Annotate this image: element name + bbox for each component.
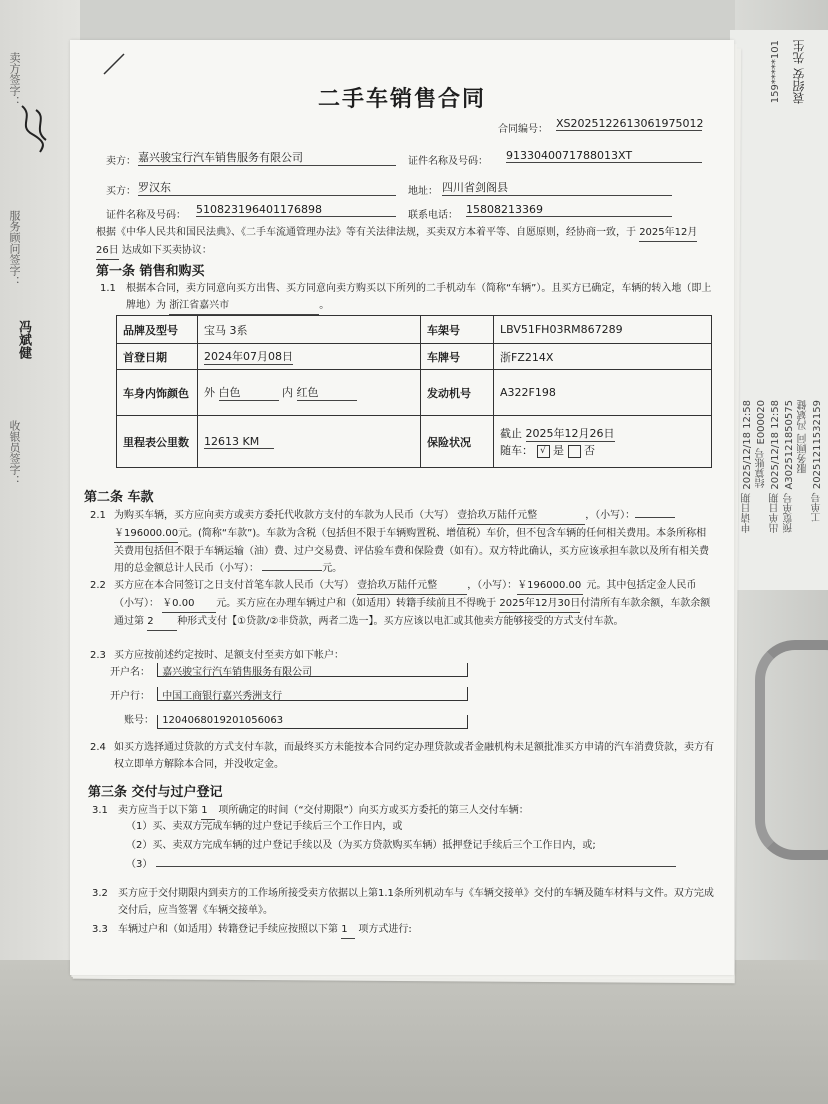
- seller-sign-label: 卖方签字：: [8, 52, 21, 107]
- vehicle-table: [116, 315, 712, 468]
- transfer-place: 浙江省嘉兴市: [169, 297, 319, 315]
- reg-date-label: 首登日期: [117, 344, 198, 370]
- clause-number: 2.2: [90, 580, 106, 591]
- price-lower-label: ，（小写）：: [585, 510, 636, 521]
- seller-label: 卖方：: [106, 156, 136, 167]
- clause-1-1-text: 根据本合同，卖方同意向买方出售、买方同意向卖方购买以下所列的二手机动车（简称“车辆”）。且买方已确定，车辆的转入地（即上牌地）为: [126, 283, 712, 311]
- transfer-option: 1: [341, 921, 355, 939]
- seller-id: 9133040071788013XT: [506, 149, 702, 163]
- checkbox-yes[interactable]: √: [537, 445, 550, 458]
- account-name-label: 开户名：: [110, 667, 150, 678]
- account-bank-label: 开户行：: [110, 691, 150, 702]
- background-left-paper: [0, 0, 80, 1104]
- clause-2-2: [114, 577, 714, 631]
- clause-number: 3.1: [92, 805, 108, 816]
- advisor-sign-label: 服务顾问签字：: [8, 210, 21, 287]
- checkbox-no[interactable]: [568, 445, 581, 458]
- address-label: 地址：: [408, 186, 438, 197]
- account-name: 嘉兴骏宝行汽车销售服务有限公司: [157, 663, 468, 677]
- interior-color: 红色: [297, 384, 357, 401]
- payment-method: 2: [147, 613, 177, 631]
- clause-3-1-text: 卖方应当于以下第: [118, 805, 198, 816]
- receipt-line: 工单号 20251211532159: [812, 400, 823, 523]
- clause-number: 1.1: [100, 283, 116, 294]
- seller-name: 嘉兴骏宝行汽车销售服务有限公司: [138, 149, 396, 166]
- mileage-label: 里程表公里数: [117, 416, 198, 468]
- account-bank: 中国工商银行嘉兴秀洲支行: [157, 687, 468, 701]
- receipt-line: 出单日期 2025/12/18 12:58: [770, 400, 781, 533]
- clause-2-1: [114, 507, 714, 577]
- insurance-label: 保险状况: [421, 416, 494, 468]
- contract-number-label: 合同编号：: [498, 124, 548, 135]
- clause-3-1-text-b: 项所确定的时间（“交付期限”）向买方或买方委托的第三人交付车辆：: [218, 805, 529, 816]
- receipt-line: 服务顾问 冯斌健: [798, 400, 809, 474]
- interior-prefix: 内: [282, 386, 293, 399]
- customer-phone: 159*****101: [770, 40, 781, 104]
- clause-number: 2.4: [90, 742, 106, 753]
- article-1-title: 第一条 销售和购买: [96, 264, 205, 279]
- phone-label: 联系电话：: [408, 210, 458, 221]
- with-car-label: 随车：: [500, 444, 533, 457]
- vin-label: 车架号: [421, 316, 494, 344]
- preamble: [96, 224, 716, 260]
- first-payment-lower: ￥196000.00: [517, 577, 583, 595]
- article-2-title: 第二条 车款: [84, 490, 154, 505]
- contract-title: 二手车销售合同: [317, 87, 486, 112]
- account-number-row: [110, 711, 468, 729]
- payment-deadline: 2025年12月30日: [499, 595, 580, 613]
- receipt-line: 申请日期 2025/12/18 12:58: [742, 400, 753, 533]
- delivery-option-3: [126, 856, 706, 873]
- buyer-phone: 15808213369: [466, 203, 672, 217]
- brand-label: 品牌及型号: [117, 316, 198, 344]
- clause-number: 2.3: [90, 650, 106, 661]
- engine-value: A322F198: [494, 370, 712, 416]
- seller-id-label: 证件名称及号码：: [408, 156, 488, 167]
- plate-value: 浙FZ214X: [494, 344, 712, 370]
- color-value: [198, 370, 421, 416]
- delivery-option: 1: [201, 802, 215, 820]
- reg-date-value: [198, 344, 421, 370]
- clause-number: 2.1: [90, 510, 106, 521]
- clause-number: 3.2: [92, 888, 108, 899]
- insurance-until: 2025年12月26日: [525, 427, 615, 440]
- deposit: ￥0.00: [162, 595, 216, 613]
- reg-date: 2024年07月08日: [204, 350, 293, 363]
- article-3-title: 第三条 交付与过户登记: [88, 785, 223, 800]
- account-number: 1204068019201056063: [157, 715, 468, 729]
- cashier-sign-label: 收银员签字：: [8, 420, 21, 486]
- vin-value: LBV51FH03RM867289: [494, 316, 712, 344]
- preamble-day: 26日: [96, 242, 119, 260]
- receipt-line: 预览单号 A3025121850575: [784, 400, 795, 533]
- pen-mark: [100, 48, 130, 82]
- price-lower: ￥196000.00: [114, 525, 178, 543]
- contract-number: XS2025122613061975012: [556, 117, 704, 130]
- clause-3-2: 买方应于交付期限内到卖方的工作场所接受卖方依据以上第1.1条所列机动车与《车辆交接单》交付的车辆及随车材料与文件。双方完成交付后，应当签署《车辆交接单》。: [118, 888, 714, 916]
- yes-label: 是: [553, 444, 564, 457]
- delivery-option-1: （1）买、卖双方完成车辆的过户登记手续后三个工作日内，或: [126, 821, 403, 832]
- preamble-text: 根据《中华人民共和国民法典》、《二手车流通管理办法》等有关法律法规，买卖双方本着平等、自愿原则，经协商一致，于: [96, 227, 636, 238]
- clause-3-3: [118, 921, 714, 939]
- clause-number: 3.3: [92, 924, 108, 935]
- buyer-address: 四川省剑阁县: [442, 179, 672, 196]
- clause-3-3-text-b: 项方式进行:: [358, 924, 412, 935]
- buyer-id: 510823196401176898: [196, 203, 396, 217]
- handwritten-signature: [14, 96, 54, 156]
- account-name-row: [110, 663, 468, 678]
- engine-label: 发动机号: [421, 370, 494, 416]
- advisor-name: 冯斌健: [16, 320, 31, 359]
- clause-2-2-text-e: 种形式支付【①贷款/②非贷款，两者二选一】。买方应该以电汇或其他卖方能够接受的方式支付车款。: [177, 616, 624, 627]
- buyer-id-label: 证件名称及号码：: [106, 210, 186, 221]
- no-label: 否: [584, 444, 595, 457]
- clause-2-2-text: 买方应在本合同签订之日支付首笔车款人民币（大写）: [114, 580, 354, 591]
- color-label: 车身内饰颜色: [117, 370, 198, 416]
- exterior-prefix: 外: [204, 386, 215, 399]
- exterior-color: 白色: [219, 384, 279, 401]
- clause-1-1: 根据本合同，卖方同意向买方出售、买方同意向卖方购买以下所列的二手机动车（简称“车辆”）。且买方已确定，车辆的转入地（即上牌地）为 浙江省嘉兴市 。: [126, 280, 718, 315]
- delivery-option-3-label: （3）: [126, 859, 153, 870]
- clause-2-2-text-c: 元。买方应在办理车辆过户和（如适用）转籍手续前且不得晚于: [216, 598, 497, 609]
- binder-ring: [755, 640, 828, 860]
- receipt-line: 结算账号 E000020: [756, 400, 767, 488]
- price-upper: 壹拾玖万陆仟元整: [457, 507, 585, 525]
- first-payment-upper: 壹拾玖万陆仟元整: [357, 577, 467, 595]
- contract-page: [70, 40, 734, 975]
- clause-2-2-text-b: 元。其中包括定金人民币（小写）：: [114, 580, 697, 609]
- yuan-label: 元。: [322, 563, 343, 574]
- buyer-label: 买方：: [106, 186, 136, 197]
- mileage-value: [198, 416, 421, 468]
- preamble-date: 2025年12月: [639, 224, 697, 242]
- preamble-end: 达成如下买卖协议：: [121, 245, 212, 256]
- clause-2-2-text-d: 付清所有车款余额，车款余额通过第: [114, 598, 711, 627]
- account-number-label: 账号：: [124, 715, 154, 726]
- customer-name: 袁绍安 先生: [792, 40, 806, 104]
- insurance-value: [494, 416, 712, 468]
- clause-2-3: 买方应按前述约定按时、足额支付至卖方如下帐户：: [114, 650, 344, 661]
- clause-2-1-text-b: 元。(简称“车款”)。车款为含税（包括但不限于车辆购置税、增值税）车价，但不包含车辆的任何相关费用。本条所称相关费用包括但不限于车辆运输（油）费、过户交易费、评估验车费和保险费（如有）。双方特此确认，买方应该承担车款以及所有相关费用的总金额总计人民币（小写）：: [114, 528, 709, 574]
- insurance-until-prefix: 截止: [500, 427, 522, 440]
- buyer-name: 罗汉东: [138, 179, 396, 196]
- brand-value: 宝马 3系: [198, 316, 421, 344]
- mileage: 12613 KM: [204, 435, 274, 449]
- first-payment-lower-label: ，（小写）：: [467, 580, 518, 591]
- clause-3-3-text: 车辆过户和（如适用）转籍登记手续应按照以下第: [118, 924, 338, 935]
- plate-label: 车牌号: [421, 344, 494, 370]
- account-bank-row: [110, 687, 468, 702]
- delivery-option-2: （2）买、卖双方完成车辆的过户登记手续以及（为买方贷款购买车辆）抵押登记手续后三个工作日内，或;: [126, 840, 596, 851]
- clause-2-4: 如买方选择通过贷款的方式支付车款，而最终买方未能按本合同约定办理贷款或者金融机构未足额批准买方申请的汽车消费贷款，卖方有权立即单方解除本合同，并没收定金。: [114, 742, 714, 770]
- clause-2-1-text: 为购买车辆，买方应向卖方或卖方委托代收款方支付的车款为人民币（大写）: [114, 510, 454, 521]
